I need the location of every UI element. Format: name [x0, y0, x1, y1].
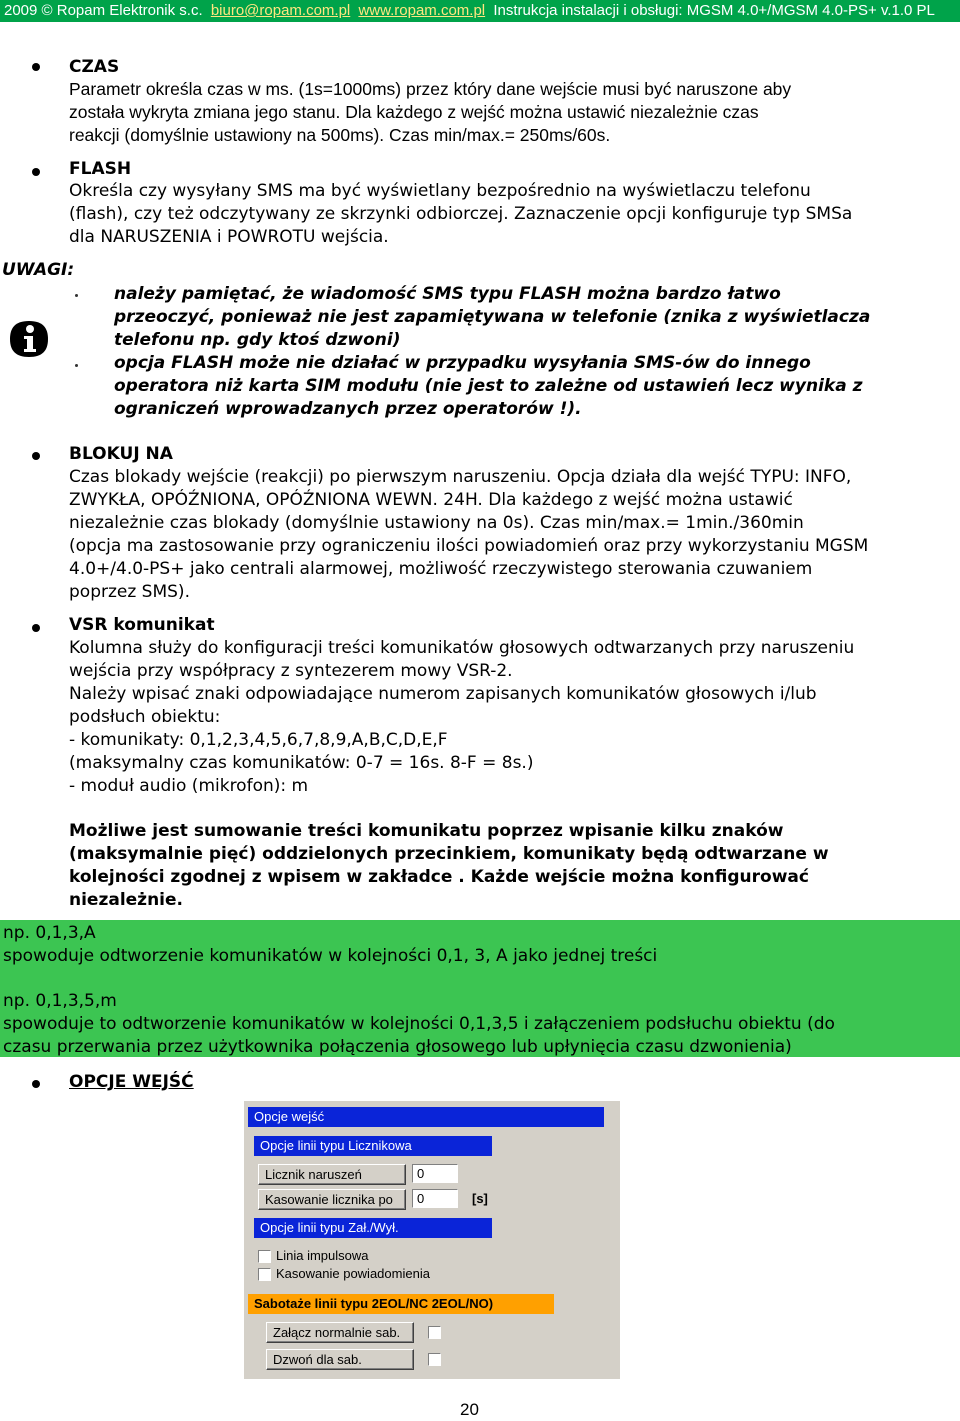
text-line: niezależnie. — [69, 890, 183, 910]
text-line: 4.0+/4.0-PS+ jako centrali alarmowej, możliwość rzeczywistego sterowania czuwaniem — [69, 559, 813, 579]
licznik-button[interactable]: Licznik naruszeń — [258, 1164, 406, 1185]
kasowanie-button[interactable]: Kasowanie licznika po — [258, 1189, 406, 1210]
seconds-unit: [s] — [472, 1191, 488, 1206]
bullet-icon — [32, 63, 40, 71]
text-line: Należy wpisać znaki odpowiadające numerom zapisanych komunikatów głosowych i/lub — [69, 684, 817, 704]
example-2-description: spowoduje to odtworzenie komunikatów w kolejności 0,1,3,5 i załączeniem podsłuchu obiektu (do — [3, 1014, 835, 1034]
text-line: Kolumna służy do konfiguracji treści komunikatów głosowych odtwarzanych przy naruszeniu — [69, 638, 855, 658]
text-line: Możliwe jest sumowanie treści komunikatu poprzez wpisanie kilku znaków — [69, 821, 784, 841]
example-1-description: spowoduje odtworzenie komunikatów w kolejności 0,1, 3, A jako jednej treści — [3, 946, 658, 966]
bullet-icon — [32, 1080, 40, 1088]
vsr-bold-note — [69, 820, 959, 912]
text-line: wejścia przy współpracy z syntezerem mowy VSR-2. — [69, 661, 513, 681]
text-line: podsłuch obiektu: — [69, 707, 221, 727]
flash-description — [69, 180, 959, 249]
examples-box — [0, 920, 960, 1057]
bullet-icon — [32, 452, 40, 460]
text-line: reakcji (domyślnie ustawiony na 500ms). Czas min/max.= 250ms/60s. — [69, 125, 611, 145]
note-bullet-icon — [75, 364, 78, 367]
example-2-description: czasu przerwania przez użytkownika połączenia głosowego lub upłynięcia czasu dzwonienia) — [3, 1037, 792, 1057]
text-line: Parametr określa czas w ms. (1s=1000ms) przez który dane wejście musi być naruszone aby — [69, 79, 792, 99]
blokuj-description — [69, 466, 959, 604]
text-line: ZWYKŁA, OPÓŹNIONA, OPÓŹNIONA WEWN. 24H. Dla każdego z wejść można ustawić — [69, 490, 793, 510]
kasowanie-powiadomienia-checkbox[interactable] — [258, 1268, 271, 1281]
email-link[interactable]: biuro@ropam.com.pl — [210, 2, 351, 19]
blokuj-title: BLOKUJ NA — [69, 444, 173, 464]
text-line: niezależnie czas blokady (domyślnie ustawiony na 0s). Czas min/max.= 1min./360min — [69, 513, 804, 533]
note-bullet-icon — [75, 294, 78, 297]
dzwon-checkbox[interactable] — [428, 1353, 441, 1366]
example-2-code: np. 0,1,3,5,m — [3, 991, 117, 1011]
text-line: należy pamiętać, że wiadomość SMS typu FLASH można bardzo łatwo — [114, 284, 781, 304]
text-line: (maksymalnie pięć) oddzielonych przecinkiem, komunikaty będą odtwarzane w — [69, 844, 829, 864]
zalacz-checkbox[interactable] — [428, 1326, 441, 1339]
text-line: Określa czy wysyłany SMS ma być wyświetlany bezpośrednio na wyświetlaczu telefonu — [69, 181, 811, 201]
czas-description — [69, 78, 959, 147]
text-line: została wykryta zmiana jego stanu. Dla każdego z wejść można ustawić niezależnie czas — [69, 102, 759, 122]
dzwon-button[interactable]: Dzwoń dla sab. — [266, 1349, 414, 1370]
text-line: (flash), czy też odczytywany ze skrzynki odbiorczej. Zaznaczenie opcji konfiguruje typ SMSa — [69, 204, 853, 224]
page-number: 20 — [460, 1400, 479, 1419]
panel-title: Opcje wejść — [248, 1107, 604, 1127]
text-line: kolejności zgodnej z wpisem w zakładce . Każde wejście można konfigurować — [69, 867, 809, 887]
options-panel — [244, 1101, 620, 1379]
bullet-icon — [32, 168, 40, 176]
czas-title: CZAS — [69, 57, 120, 77]
linia-impulsowa-checkbox[interactable] — [258, 1250, 271, 1263]
text-line: dla NARUSZENIA i POWROTU wejścia. — [69, 227, 389, 247]
text-line: - komunikaty: 0,1,2,3,4,5,6,7,8,9,A,B,C,D,E,F — [69, 730, 448, 750]
page-header — [0, 0, 960, 22]
text-line: ograniczeń wprowadzanych przez operatorów !). — [114, 399, 582, 419]
text-line: (maksymalny czas komunikatów: 0-7 = 16s. 8-F = 8s.) — [69, 753, 534, 773]
zal-wyl-header: Opcje linii typu Zał./Wył. — [254, 1218, 492, 1238]
vsr-title: VSR komunikat — [69, 615, 215, 635]
note-1 — [114, 283, 870, 352]
website-link[interactable]: www.ropam.com.pl — [358, 2, 486, 19]
note-2 — [114, 352, 862, 421]
opcje-title: OPCJE WEJŚĆ — [69, 1072, 194, 1092]
notes-label: UWAGI: — [2, 260, 75, 280]
text-line: opcja FLASH może nie działać w przypadku wysyłania SMS-ów do innego — [114, 353, 811, 373]
bullet-icon — [32, 624, 40, 632]
text-line: operatora niż karta SIM modułu (nie jest to zależne od ustawień lecz wynika z — [114, 376, 863, 396]
text-line: przeoczyć, ponieważ nie jest zapamiętywana w telefonie (znika z wyświetlacza — [114, 307, 871, 327]
kasowanie-powiadomienia-label: Kasowanie powiadomienia — [276, 1266, 430, 1281]
vsr-description — [69, 637, 959, 798]
licznik-header: Opcje linii typu Licznikowa — [254, 1136, 492, 1156]
zalacz-button[interactable]: Załącz normalnie sab. — [266, 1322, 414, 1343]
text-line: poprzez SMS). — [69, 582, 190, 602]
text-line: Czas blokady wejście (reakcji) po pierwszym naruszeniu. Opcja działa dla wejść TYPU: INFO, — [69, 467, 852, 487]
licznik-input[interactable]: 0 — [412, 1164, 458, 1183]
kasowanie-input[interactable]: 0 — [412, 1189, 458, 1208]
flash-title: FLASH — [69, 159, 132, 179]
example-1-code: np. 0,1,3,A — [3, 923, 96, 943]
linia-impulsowa-label: Linia impulsowa — [276, 1248, 369, 1263]
copyright-text: 2009 © Ropam Elektronik s.c. — [4, 2, 203, 19]
sabotaze-header: Sabotaże linii typu 2EOL/NC 2EOL/NO) — [248, 1294, 554, 1314]
text-line: (opcja ma zastosowanie przy ograniczeniu ilości powiadomień oraz przy wykorzystaniu MGSM — [69, 536, 869, 556]
info-icon — [8, 318, 50, 360]
text-line: telefonu np. gdy ktoś dzwoni) — [114, 330, 401, 350]
document-title: Instrukcja instalacji i obsługi: MGSM 4.0+/MGSM 4.0-PS+ v.1.0 PL — [493, 2, 935, 19]
text-line: - moduł audio (mikrofon): m — [69, 776, 309, 796]
